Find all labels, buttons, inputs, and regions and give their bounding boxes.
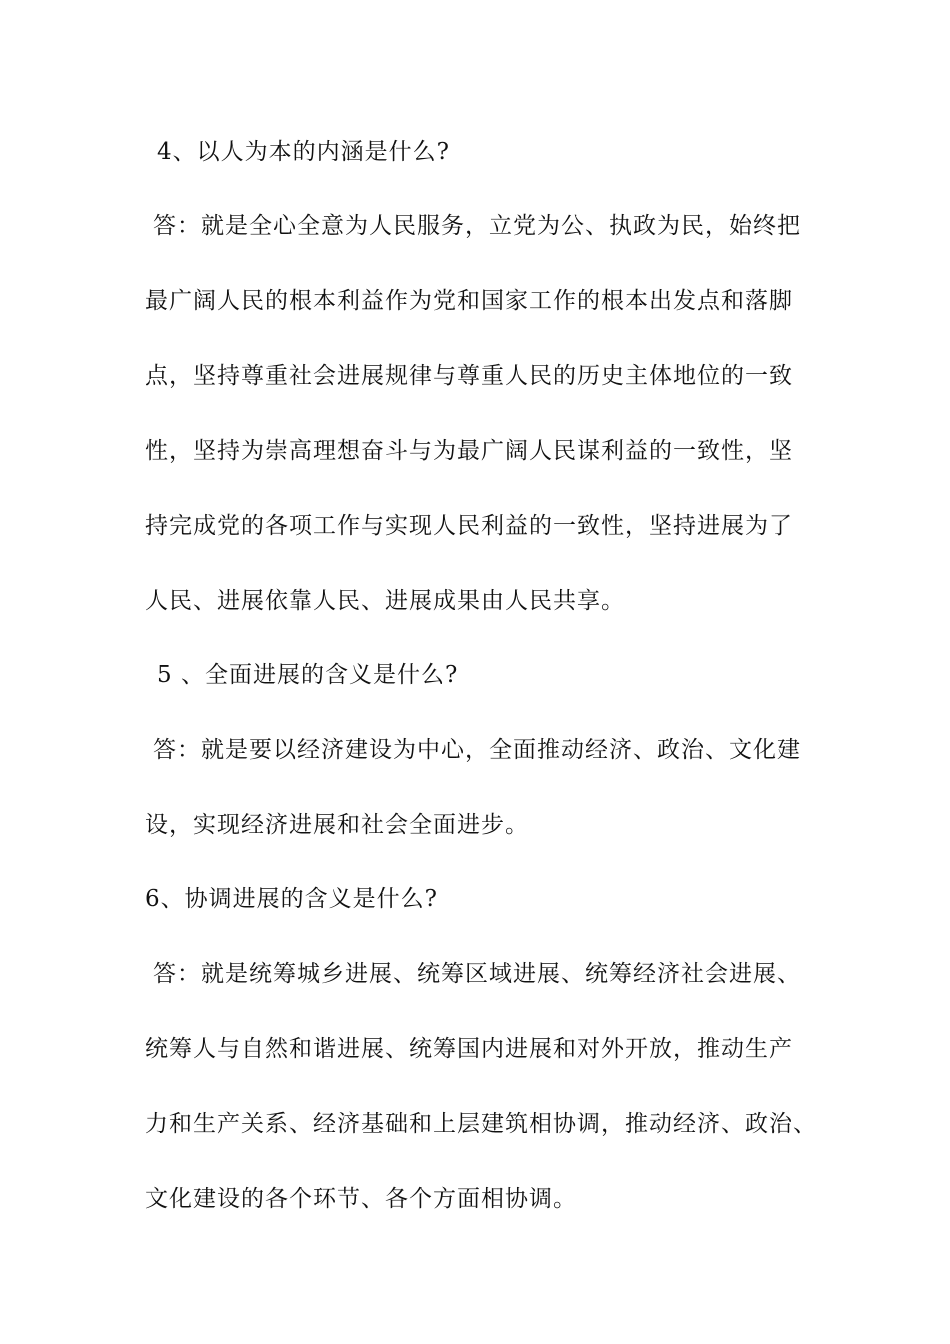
answer-6-line-1: 答：就是统筹城乡进展、统筹区域进展、统筹经济社会进展、: [153, 961, 801, 987]
answer-6-line-3: 力和生产关系、经济基础和上层建筑相协调，推动经济、政治、: [145, 1111, 817, 1137]
question-6: 6、协调进展的含义是什么?: [145, 886, 438, 912]
answer-5-line-2: 设，实现经济进展和社会全面进步。: [145, 812, 529, 838]
answer-6-line-2: 统筹人与自然和谐进展、统筹国内进展和对外开放，推动生产: [145, 1036, 793, 1062]
answer-4-line-4: 性，坚持为崇高理想奋斗与为最广阔人民谋利益的一致性，坚: [145, 438, 793, 464]
question-5: 5 、全面进展的含义是什么?: [157, 662, 459, 688]
answer-4-line-3: 点，坚持尊重社会进展规律与尊重人民的历史主体地位的一致: [145, 363, 793, 389]
answer-4-line-6: 人民、进展依靠人民、进展成果由人民共享。: [145, 588, 625, 614]
answer-4-line-5: 持完成党的各项工作与实现人民利益的一致性，坚持进展为了: [145, 513, 793, 539]
question-4: 4、以人为本的内涵是什么?: [157, 139, 450, 165]
answer-4-line-1: 答：就是全心全意为人民服务，立党为公、执政为民，始终把: [153, 213, 801, 239]
answer-6-line-4: 文化建设的各个环节、各个方面相协调。: [145, 1186, 577, 1212]
answer-4-line-2: 最广阔人民的根本利益作为党和国家工作的根本出发点和落脚: [145, 288, 793, 314]
answer-5-line-1: 答：就是要以经济建设为中心，全面推动经济、政治、文化建: [153, 737, 801, 763]
